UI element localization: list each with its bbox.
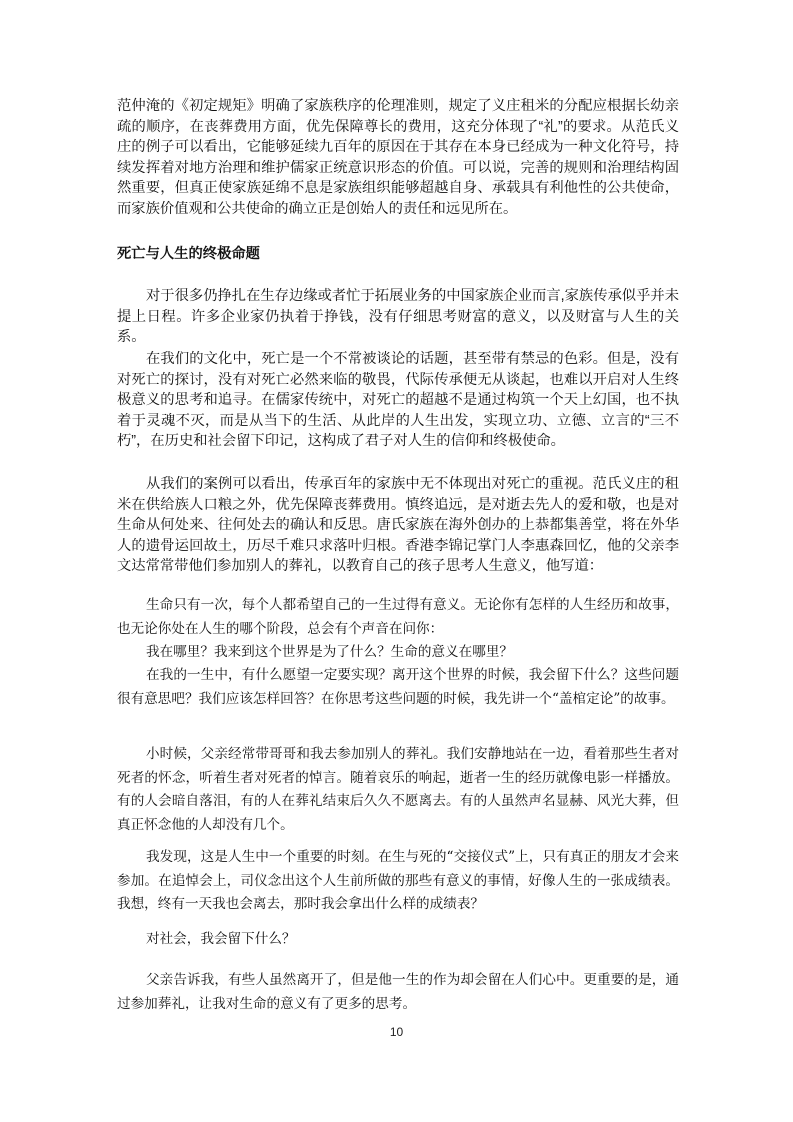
paragraph-family-business: 对于很多仍挣扎在生存边缘或者忙于拓展业务的中国家族企业而言,家族传承似乎并未提上日程。许多企业家仍执着于挣钱，没有仔细思考财富的意义，以及财富与人生的关系。: [117, 288, 679, 346]
paragraph-fan-zhongyan: 范仲淹的《初定规矩》明确了家族秩序的伦理准则，规定了义庄租米的分配应根据长幼亲疏的顺序，在丧葬费用方面，优先保障尊长的费用，这充分体现了“礼”的要求。从范氏义庄的例子可以看出，它能够延续九百年的原因在于其存在本身已经成为一种文化符号，持续发挥着对地方治理和维护儒家正统意识形态的价值。可以说，完善的规则和治理结构固然重要，但真正使家族延绵不息是家族组织能够超越自身、承载具有利他性的公共使命，而家族价值观和公共使命的确立正是创始人的责任和远见所在。: [117, 98, 679, 217]
section-heading: 死亡与人生的终极命题: [117, 246, 260, 262]
quote-paragraph: 父亲告诉我，有些人虽然离开了，但是他一生的作为却会留在人们心中。更重要的是，通过参加葬礼，让我对生命的意义有了更多的思考。: [117, 972, 679, 1012]
quote-paragraph: 我在哪里？我来到这个世界是为了什么？生命的意义在哪里？: [146, 644, 514, 660]
paragraph-case-studies: 从我们的案例可以看出，传承百年的家族中无不体现出对死亡的重视。范氏义庄的租米在供给族人口粮之外，优先保障丧葬费用。慎终追远，是对逝去先人的爱和敬，也是对生命从何处来、往何处去的确认和反思。唐氏家族在海外创办的上恭都集善堂，将在外华人的遗骨运回故土，历尽千难只求落叶归根。香港李锦记掌门人李惠森回忆，他的父亲李文达常常带他们参加别人的葬礼，以教育自己的孩子思考人生意义，他写道：: [117, 476, 679, 575]
quote-paragraph: 对社会，我会留下什么？: [146, 931, 296, 947]
paragraph-death-culture: 在我们的文化中，死亡是一个不常被谈论的话题，甚至带有禁忌的色彩。但是，没有对死亡的探讨，没有对死亡必然来临的敬畏，代际传承便无从谈起，也难以开启对人生终极意义的思考和追寻。在儒家传统中，对死亡的超越不是通过构筑一个天上幻国，也不执着于灵魂不灭，而是从当下的生活、从此岸的人生出发，实现立功、立德、立言的“三不朽”，在历史和社会留下印记，这构成了君子对人生的信仰和终极使命。: [117, 351, 679, 450]
quote-paragraph: 生命只有一次，每个人都希望自己的一生过得有意义。无论你有怎样的人生经历和故事，也无论你处在人生的哪个阶段，总会有个声音在问你：: [117, 597, 679, 637]
page-number: 10: [389, 1025, 404, 1039]
quote-paragraph: 我发现，这是人生中一个重要的时刻。在生与死的“交接仪式”上，只有真正的朋友才会来参加。在追悼会上，司仪念出这个人生前所做的那些有意义的事情，好像人生的一张成绩表。我想，终有一天我也会离去，那时我会拿出什么样的成绩表？: [117, 849, 679, 912]
quote-paragraph: 在我的一生中，有什么愿望一定要实现？离开这个世界的时候，我会留下什么？这些问题很有意思吧？我们应该怎样回答？在你思考这些问题的时候，我先讲一个“盖棺定论”的故事。: [117, 667, 679, 707]
quote-paragraph: 小时候，父亲经常带哥哥和我去参加别人的葬礼。我们安静地站在一边，看着那些生者对死者的怀念，听着生者对死者的悼言。随着哀乐的响起，逝者一生的经历就像电影一样播放。有的人会暗自落泪，有的人在葬礼结束后久久不愿离去。有的人虽然声名显赫、风光大葬，但真正怀念他的人却没有几个。: [117, 746, 679, 833]
